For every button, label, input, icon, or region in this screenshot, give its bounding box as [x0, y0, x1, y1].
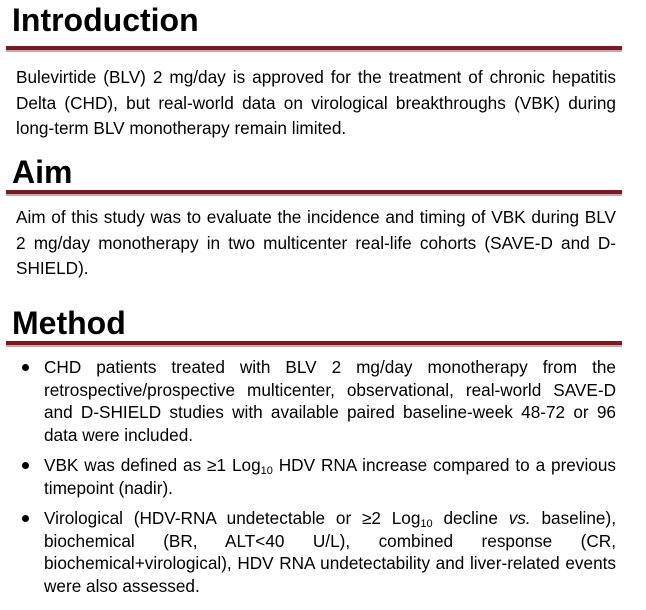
method-bullet-3 [16, 507, 616, 597]
method-bullet-1 [16, 356, 616, 446]
aim-heading: Aim [12, 154, 73, 190]
method-bullet-2-text-end: HDV RNA increase compared to a previous timepoint (nadir). [44, 455, 616, 498]
introduction-heading: Introduction [12, 2, 199, 38]
method-bullet-list [16, 356, 616, 605]
method-divider [6, 341, 622, 345]
method-bullet-3-text-mid: decline [432, 508, 509, 528]
introduction-divider [6, 46, 622, 50]
bullet-dot-icon [22, 462, 29, 469]
log-subscript: 10 [420, 518, 433, 530]
method-bullet-3-italic: vs. [508, 508, 531, 528]
method-bullet-3-text-start: Virological (HDV-RNA undetectable or ≥2 Log [44, 508, 421, 528]
introduction-text: Bulevirtide (BLV) 2 mg/day is approved for the treatment of chronic hepatitis Delta (CHD), but real-world data on virological breakthroughs (VBK) during long-term BLV monotherapy remain limited. [16, 67, 616, 138]
aim-text: Aim of this study was to evaluate the incidence and timing of VBK during BLV 2 mg/day monotherapy in two multicenter real-life cohorts (SAVE-D and D-SHIELD). [16, 207, 616, 278]
method-bullet-2-text-start: VBK was defined as ≥1 Log [44, 455, 261, 475]
log-subscript: 10 [260, 465, 273, 477]
method-bullet-1-text: CHD patients treated with BLV 2 mg/day monotherapy from the retrospective/prospective multicenter, observational, real-world SAVE-D and D-SHIELD studies with available paired baseline-week 48-72 or 96 data were included. [44, 357, 616, 445]
method-bullet-2 [16, 454, 616, 499]
bullet-dot-icon [22, 364, 29, 371]
aim-divider [6, 190, 622, 194]
method-bullet-3-text-end: baseline), biochemical (BR, ALT<40 U/L), combined response (CR, biochemical+virological), HDV RNA undetectability and liver-related events were also assessed. [44, 508, 616, 596]
method-heading: Method [12, 305, 126, 341]
bullet-dot-icon [22, 515, 29, 522]
